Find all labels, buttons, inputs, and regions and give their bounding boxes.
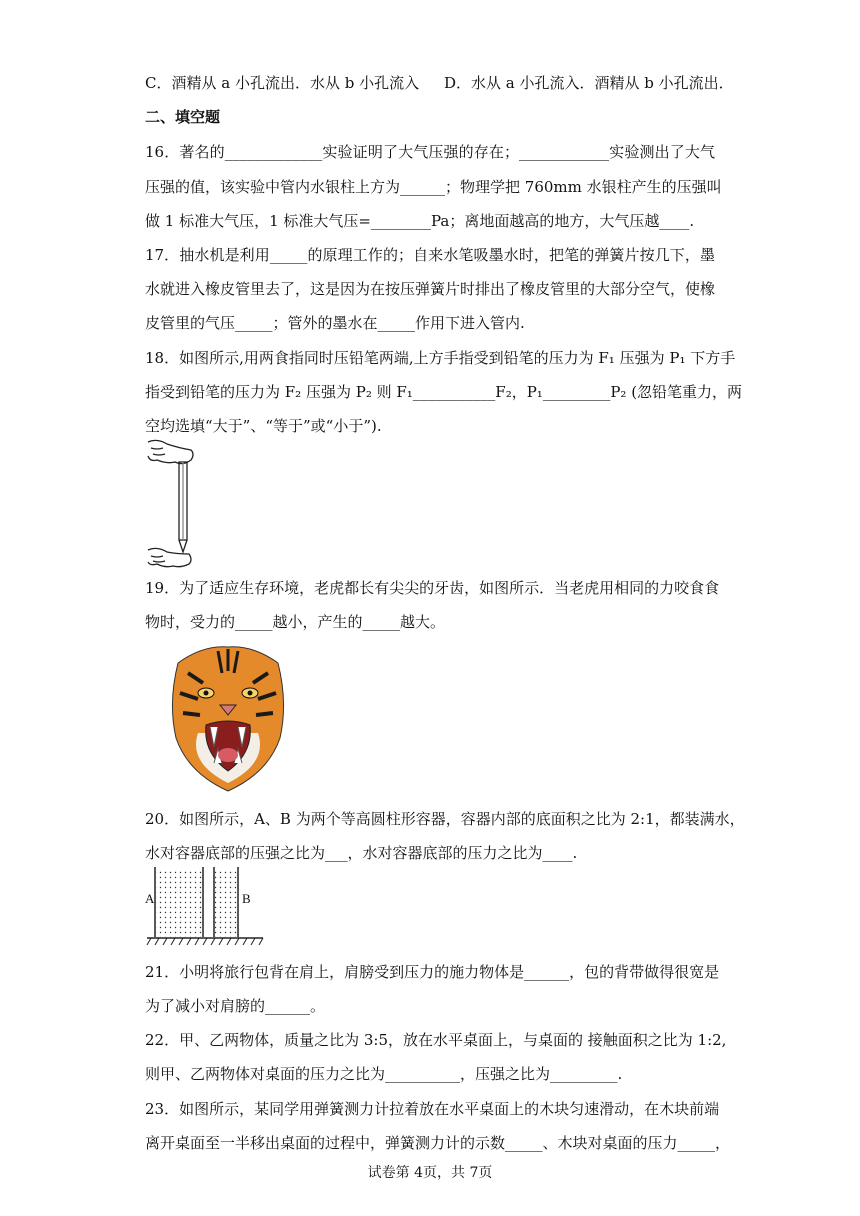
tiger-face-figure (158, 643, 298, 793)
q16-line-1: 16．著名的_____________实验证明了大气压强的存在；____________实验测出了大气 (145, 143, 715, 161)
container-a (155, 867, 203, 937)
q22-line-1: 22．甲、乙两物体，质量之比为 3:5，放在水平桌面上，与桌面的 接触面积之比为 1:2, (145, 1031, 727, 1049)
q22-line-2: 则甲、乙两物体对桌面的压力之比为__________，压强之比为_________. (145, 1065, 623, 1083)
bottom-finger (148, 548, 191, 566)
q21-line-2: 为了减小对肩膀的______。 (145, 997, 326, 1015)
page-footer: 试卷第 4页，共 7页 (367, 1165, 493, 1181)
q18-line-2: 指受到铅笔的压力为 F₂ 压强为 P₂ 则 F₁___________F₂，P₁_________P₂ (忽铅笔重力，两 (145, 383, 743, 401)
section-title: 二、填空题 (145, 108, 221, 126)
q23-line-1: 23．如图所示，某同学用弹簧测力计拉着放在水平桌面上的木块匀速滑动，在木块前端 (145, 1100, 720, 1118)
top-finger (148, 440, 193, 463)
q17-line-3: 皮管里的气压_____；管外的墨水在_____作用下进入管内. (145, 314, 525, 332)
container-b-label: B (242, 891, 251, 906)
q20-line-2: 水对容器底部的压强之比为___，水对容器底部的压力之比为____. (145, 844, 578, 862)
container-b (214, 867, 238, 937)
q15-option-d: D．水从 a 小孔流入．酒精从 b 小孔流出． (444, 74, 734, 92)
q21-line-1: 21．小明将旅行包背在肩上，肩膀受到压力的施力物体是______，包的背带做得很宽是 (145, 963, 720, 981)
q18-line-1: 18．如图所示,用两食指同时压铅笔两端,上方手指受到铅笔的压力为 F₁ 压强为 P₁ 下方手 (145, 349, 736, 367)
q20-line-1: 20．如图所示，A、B 为两个等高圆柱形容器，容器内部的底面积之比为 2:1，都装满水， (145, 810, 745, 828)
q17-line-1: 17．抽水机是利用_____的原理工作的；自来水笔吸墨水时，把笔的弹簧片按几下，墨 (145, 246, 715, 264)
q19-line-2: 物时，受力的_____越小，产生的_____越大。 (145, 613, 446, 631)
ground-hatching (147, 938, 263, 945)
q17-line-2: 水就进入橡皮管里去了，这是因为在按压弹簧片时排出了橡皮管里的大部分空气，使橡 (145, 280, 716, 298)
pencil-fingers-figure (145, 438, 200, 570)
q16-line-3: 做 1 标准大气压，1 标准大气压=________Pa；离地面越高的地方，大气压越____. (145, 212, 695, 230)
q15-option-c: C．酒精从 a 小孔流出．水从 b 小孔流入 (145, 74, 420, 92)
q23-line-2: 离开桌面至一半移出桌面的过程中，弹簧测力计的示数_____、木块对桌面的压力_____， (145, 1134, 731, 1152)
q19-line-1: 19．为了适应生存环境，老虎都长有尖尖的牙齿，如图所示．当老虎用相同的力咬食食 (145, 579, 720, 597)
container-a-label: A (145, 891, 155, 906)
q16-line-2: 压强的值，该实验中管内水银柱上方为______；物理学把 760mm 水银柱产生的压强叫 (145, 178, 722, 196)
containers-figure (143, 865, 268, 947)
q18-line-3: 空均选填“大于”、“等于”或“小于”). (145, 417, 382, 435)
pencil-tip (179, 540, 187, 552)
